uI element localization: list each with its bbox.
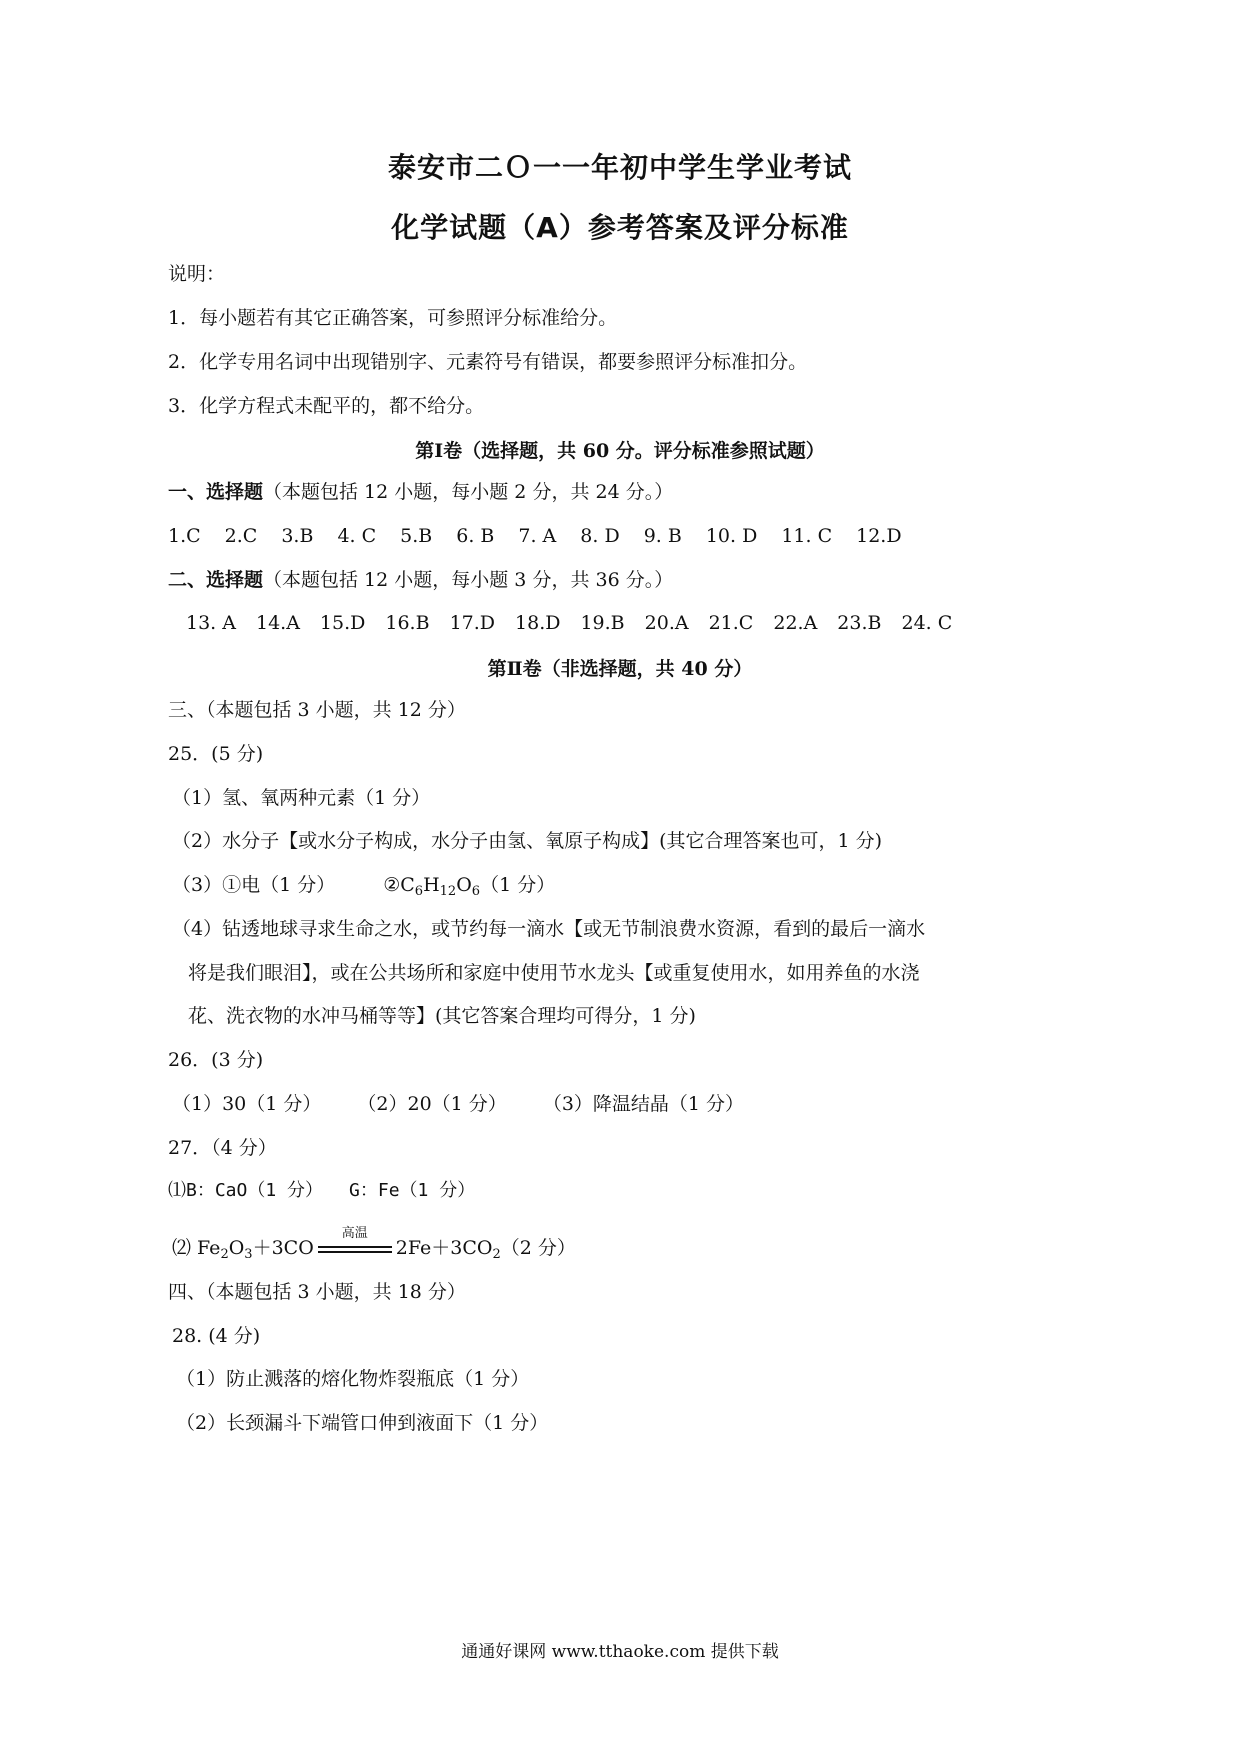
- answer-15: 15.D: [319, 612, 366, 634]
- answer-13: 13. A: [186, 612, 236, 634]
- answer-27-1a: ⑴B：CaO（1 分）: [168, 1180, 324, 1201]
- answer-19: 19.B: [580, 612, 625, 634]
- answer-25-2: （2）水分子【或水分子构成，水分子由氢、氧原子构成】(其它合理答案也可，1 分): [172, 830, 883, 852]
- answer-1: 1.C: [168, 525, 201, 547]
- page-footer: 通通好课网 www.tthaoke.com 提供下载: [461, 1642, 779, 1662]
- answer-16: 16.B: [385, 612, 430, 634]
- answer-25-4-line1: （4）钻透地球寻求生命之水，或节约每一滴水【或无节制浪费水资源，看到的最后一滴水: [172, 918, 926, 940]
- answer-25-4-line2: 将是我们眼泪】，或在公共场所和家庭中使用节水龙头【或重复使用水，如用养鱼的水浇: [188, 962, 920, 984]
- section1-header: [168, 480, 673, 504]
- part1-heading: 第Ⅰ卷（选择题，共 60 分。评分标准参照试题）: [415, 440, 825, 462]
- answer-18: 18.D: [515, 612, 561, 634]
- answer-6: 6. B: [456, 525, 495, 547]
- answer-27-1b: G：Fe（1 分）: [349, 1180, 476, 1201]
- section3-header: 三、（本题包括 3 小题，共 12 分）: [168, 699, 466, 721]
- answer-12: 12.D: [856, 525, 902, 547]
- answer-21: 21.C: [708, 612, 754, 634]
- answer-9: 9. B: [643, 525, 682, 547]
- answer-10: 10. D: [705, 525, 758, 547]
- answer-25-1: （1）氢、氧两种元素（1 分）: [172, 787, 431, 809]
- section2-header: [168, 568, 673, 592]
- section1-desc: （本题包括 12 小题，每小题 2 分，共 24 分。）: [263, 481, 674, 503]
- answer-27-2-equation: ⑵ $Fe_2O_3+3CO$ 高温 $2Fe+3CO_2(2$ 分）: [172, 1236, 576, 1267]
- note-item-1: 1．每小题若有其它正确答案，可参照评分标准给分。: [168, 307, 618, 329]
- page-subtitle: 化学试题（A）参考答案及评分标准: [391, 211, 849, 244]
- section2-title: 二、选择题: [168, 569, 264, 591]
- question-27: 27．（4 分）: [168, 1137, 277, 1159]
- question-25: 25．(5 分): [168, 743, 264, 765]
- section1-answers: [168, 524, 926, 548]
- note-item-2: 2．化学专用名词中出现错别字、元素符号有错误，都要参照评分标准扣分。: [168, 351, 808, 373]
- answer-25-4-line3: 花、洗衣物的水冲马桶等等】(其它答案合理均可得分，1 分): [188, 1005, 696, 1027]
- question-28: 28. (4 分): [172, 1325, 261, 1347]
- notes-heading: 说明：: [168, 263, 226, 285]
- answer-26-1: （1）30（1 分）: [172, 1093, 322, 1115]
- answer-25-3a: （3）①电（1 分）: [172, 874, 336, 896]
- answer-24: 24. C: [901, 612, 953, 634]
- page-title: 泰安市二Ｏ一一年初中学生学业考试: [387, 151, 852, 184]
- reaction-arrow: [316, 1226, 394, 1260]
- answer-20: 20.A: [644, 612, 689, 634]
- answer-2: 2.C: [224, 525, 258, 547]
- question-26: 26．(3 分): [168, 1049, 264, 1071]
- answer-4: 4. C: [337, 525, 377, 547]
- answer-28-2: （2）长颈漏斗下端管口伸到液面下（1 分）: [176, 1412, 549, 1434]
- answer-26-2: （2）20（1 分）: [357, 1093, 507, 1115]
- section2-answers: [186, 611, 972, 635]
- answer-5: 5.B: [400, 525, 433, 547]
- answer-27-1: [168, 1179, 475, 1203]
- answer-17: 17.D: [449, 612, 496, 634]
- answer-22: 22.A: [773, 612, 818, 634]
- section4-header: 四、（本题包括 3 小题，共 18 分）: [168, 1281, 466, 1303]
- answer-28-1: （1）防止溅落的熔化物炸裂瓶底（1 分）: [176, 1368, 530, 1390]
- reaction-condition: 高温: [341, 1226, 368, 1241]
- answer-3: 3.B: [281, 525, 314, 547]
- answer-8: 8. D: [580, 525, 620, 547]
- formula-glucose: $②C_6H_{12}O_6(1$ 分）: [383, 874, 556, 899]
- answer-26: [172, 1092, 744, 1116]
- answer-25-3: [172, 873, 555, 904]
- answer-23: 23.B: [837, 612, 882, 634]
- note-item-3: 3．化学方程式未配平的，都不给分。: [168, 395, 485, 417]
- part2-heading: 第Ⅱ卷（非选择题，共 40 分）: [487, 658, 753, 680]
- section1-title: 一、选择题: [168, 481, 264, 503]
- answer-26-3: （3）降温结晶（1 分）: [542, 1093, 745, 1115]
- section2-desc: （本题包括 12 小题，每小题 3 分，共 36 分。）: [263, 569, 674, 591]
- answer-7: 7. A: [518, 525, 557, 547]
- answer-11: 11. C: [781, 525, 833, 547]
- answer-14: 14.A: [255, 612, 300, 634]
